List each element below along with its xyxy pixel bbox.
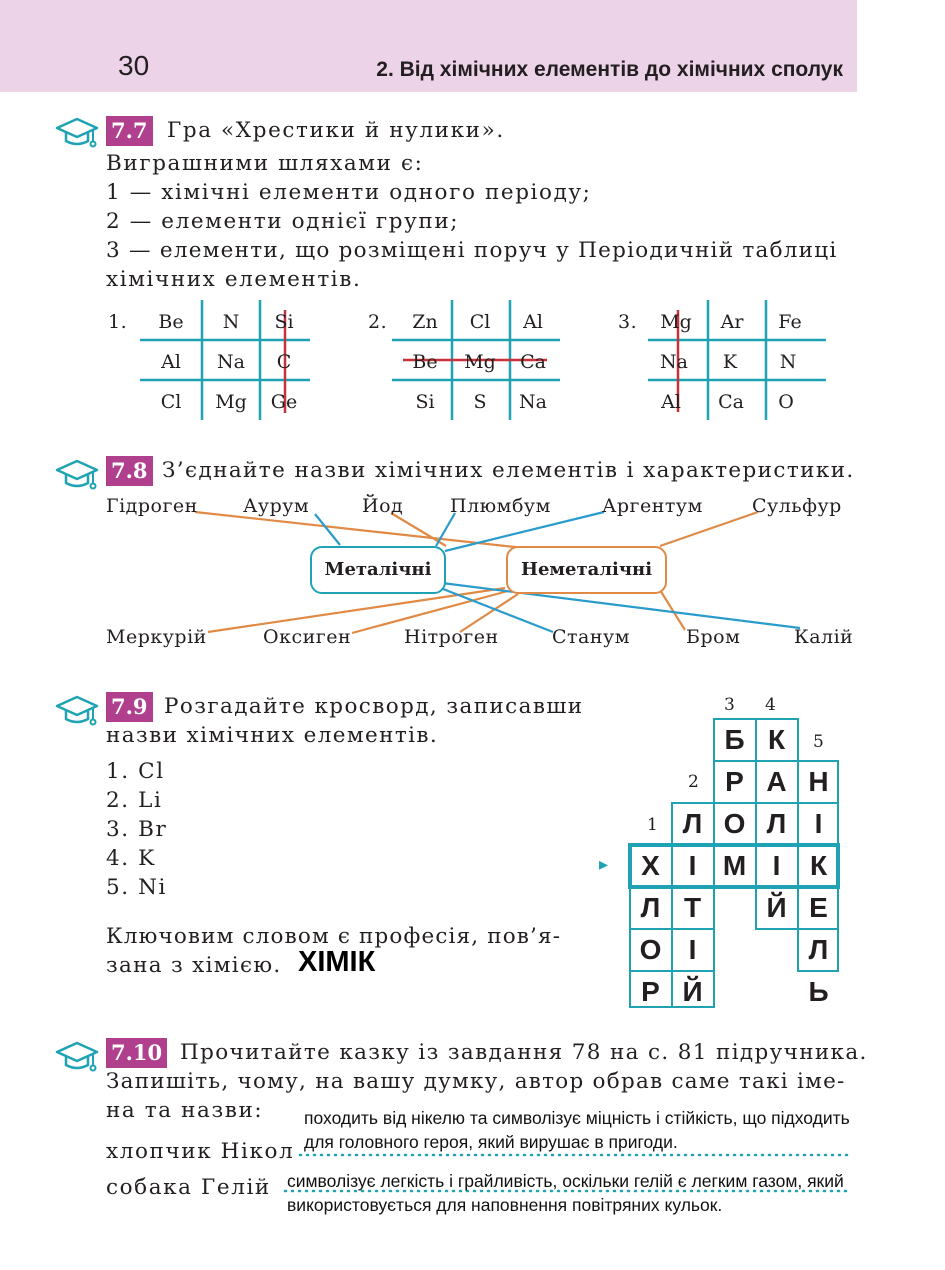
crossword-letter: Л	[808, 934, 829, 965]
grid-cell: Na	[217, 351, 245, 373]
crossword-letter: І	[688, 934, 697, 965]
element-label: Аурум	[243, 495, 310, 517]
answer-label: собака Гелій	[106, 1175, 271, 1200]
grid-cell: Al	[523, 311, 543, 333]
element-label: Оксиген	[263, 626, 352, 648]
crossword-number: 4	[765, 695, 776, 715]
crossword-letter: Т	[683, 892, 702, 923]
grid-cell: Na	[519, 391, 547, 413]
grid-cell: Ca	[520, 351, 546, 373]
grid-cell: Si	[415, 391, 435, 413]
crossword-letter: Б	[724, 724, 745, 755]
element-label: Йод	[362, 495, 404, 517]
task-text-line: 1 — хімічні елементи одного періоду;	[106, 180, 592, 205]
grid-cell: N	[779, 351, 797, 373]
task-number-badge: 7.8	[106, 456, 153, 486]
crossword-letter: К	[767, 724, 786, 755]
crossword-letter: О	[723, 808, 746, 839]
clue: 2. Li	[106, 788, 163, 813]
handwritten-answer: походить від нікелю та символізує міцність і стійкість, що підходить	[304, 1108, 850, 1128]
crossword-letter: Р	[725, 766, 744, 797]
crossword-letter: І	[772, 850, 781, 881]
clue: 5. Ni	[106, 875, 168, 900]
clue: 4. K	[106, 846, 156, 871]
answer-label: хлопчик Нікол	[106, 1139, 295, 1164]
crossword-letter: Н	[808, 766, 829, 797]
page-number: 30	[118, 50, 150, 81]
handwritten-answer: використовується для наповнення повітряних кульок.	[287, 1195, 723, 1215]
crossword-letter: А	[766, 766, 787, 797]
chapter-title: 2. Від хімічних елементів до хімічних сполук	[376, 58, 843, 81]
task-text-line: назви хімічних елементів.	[106, 723, 439, 748]
task-title: Розгадайте кросворд, записавши	[164, 694, 584, 719]
task-number-badge: 7.7	[106, 116, 153, 146]
element-label: Гідроген	[106, 495, 198, 517]
grid-cell: Be	[412, 351, 438, 373]
element-label: Плюмбум	[450, 495, 551, 517]
grid-label: 3.	[618, 311, 638, 333]
task-title: Прочитайте казку із завдання 78 на с. 81 підручника.	[180, 1040, 868, 1065]
element-label: Нітроген	[404, 626, 499, 648]
grid-cell: O	[778, 391, 794, 413]
grid-label: 2.	[368, 311, 388, 333]
grid-cell: K	[722, 351, 738, 373]
grid-cell: Al	[661, 391, 681, 413]
element-label: Калій	[794, 626, 854, 648]
grid-cell: Ge	[270, 391, 298, 413]
key-row-arrow: ▸	[599, 854, 609, 875]
clue: 3. Br	[106, 817, 168, 842]
crossword-letter: Ь	[808, 976, 829, 1007]
crossword-letter: Й	[682, 976, 703, 1007]
crossword-letter: І	[814, 808, 823, 839]
grid-cell: S	[473, 391, 487, 413]
crossword-letter: Й	[766, 892, 787, 923]
crossword-letter: Л	[766, 808, 787, 839]
nonmetals-box: Неметалічні	[506, 546, 667, 594]
grid-cell: Cl	[160, 391, 182, 413]
grid-cell: Al	[161, 351, 181, 373]
task-text-line: Виграшними шляхами є:	[106, 151, 424, 176]
crossword-letter: К	[809, 850, 828, 881]
element-label: Сульфур	[752, 495, 842, 517]
grid-label: 1.	[108, 311, 128, 333]
task-number-badge: 7.9	[106, 692, 153, 722]
metals-box: Металічні	[310, 546, 446, 594]
grid-cell: N	[222, 311, 240, 333]
task-text-line: 2 — елементи однієї групи;	[106, 209, 460, 234]
crossword-letter: І	[688, 850, 697, 881]
crossword-number: 1	[647, 815, 658, 835]
element-label: Аргентум	[602, 495, 703, 517]
grid-cell: Mg	[660, 311, 692, 333]
grid-cell: Mg	[464, 351, 496, 373]
task-text-line: на та назви:	[106, 1098, 264, 1123]
crossword-number: 2	[688, 772, 699, 792]
grid-cell: Ar	[720, 311, 744, 333]
handwritten-answer: символізує легкість і грайливість, оскільки гелій є легким газом, який	[287, 1171, 844, 1191]
crossword-number: 5	[813, 732, 824, 752]
task-number-badge: 7.10	[106, 1038, 167, 1068]
grid-cell: Ca	[718, 391, 744, 413]
element-label: Меркурій	[106, 626, 207, 648]
task-text-line: хімічних елементів.	[106, 267, 362, 292]
handwritten-answer: для головного героя, який вирушає в пригоди.	[304, 1132, 678, 1152]
clue: 1. Cl	[106, 759, 165, 784]
task-title: З’єднайте назви хімічних елементів і характеристики.	[162, 458, 855, 483]
grid-cell: C	[276, 351, 292, 373]
task-title: Гра «Хрестики й нулики».	[167, 118, 505, 143]
crossword-letter: Л	[640, 892, 661, 923]
grid-cell: Mg	[215, 391, 247, 413]
grid-cell: Si	[274, 311, 294, 333]
key-word-answer: ХІМІК	[298, 946, 376, 978]
crossword-letter: М	[722, 850, 747, 881]
crossword-number: 3	[724, 695, 735, 715]
task-text-line: Запишіть, чому, на вашу думку, автор обрав саме такі іме-	[106, 1069, 846, 1094]
key-word-text: зана з хімією.	[106, 953, 282, 978]
crossword-letter: Х	[641, 850, 660, 881]
crossword-letter: Е	[809, 892, 828, 923]
element-label: Бром	[686, 626, 741, 648]
crossword-letter: О	[639, 934, 662, 965]
grid-cell: Fe	[778, 311, 802, 333]
task-text-line: 3 — елементи, що розміщені поруч у Періодичній таблиці	[106, 238, 838, 263]
key-word-text: Ключовим словом є професія, пов’я-	[106, 924, 562, 949]
grid-cell: Zn	[412, 311, 438, 333]
element-label: Станум	[552, 626, 630, 648]
grid-cell: Cl	[469, 311, 491, 333]
crossword-letter: Р	[641, 976, 660, 1007]
grid-cell: Na	[660, 351, 688, 373]
crossword-letter: Л	[682, 808, 703, 839]
grid-cell: Be	[158, 311, 184, 333]
